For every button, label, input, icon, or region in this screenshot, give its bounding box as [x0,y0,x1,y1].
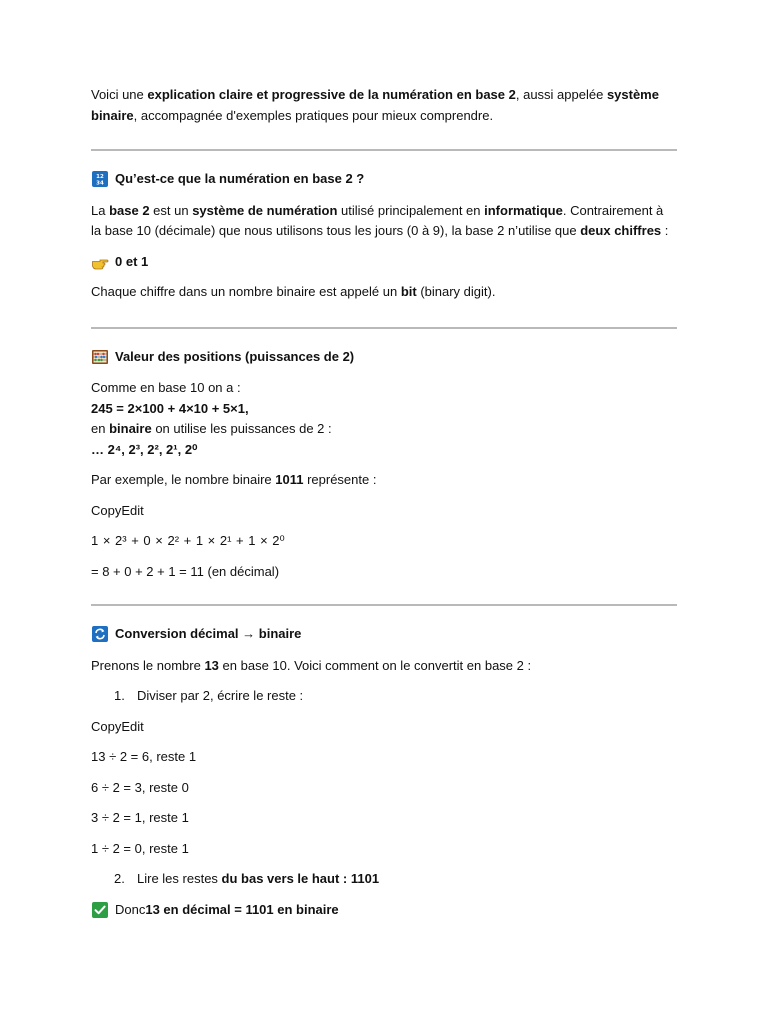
base10-example-text: 245 = 2×100 + 4×10 + 5×1, [91,400,249,416]
abacus-icon [91,348,109,366]
paragraph-bold-text: bit [400,284,417,299]
section-heading-text: Valeur des positions (puissances de 2) [115,348,355,364]
bit-paragraph [91,282,677,303]
conclusion-line [91,900,677,921]
document-content [91,85,677,920]
paragraph-text: utilisé principalement en [337,202,485,218]
decimal-result-formula: = 8 + 0 + 2 + 1 = 11 (en décimal) [91,563,280,579]
section-heading-base2 [91,169,677,190]
conclusion-text: Donc [115,901,146,917]
paragraph-bold-text: informatique [484,202,563,218]
section-heading-text: Conversion décimal → binaire [115,626,302,641]
pointing-hand-icon [91,253,109,271]
intro-text: , aussi appelée [515,87,607,102]
intro-text: , accompagnée d'exemples pratiques pour mieux comprendre. [133,107,494,123]
copy-edit-label: CopyEdit [91,718,144,734]
list-item-text: Lire les restes [137,871,222,886]
paragraph-text: Chaque chiffre dans un nombre binaire est appelé un [91,284,401,299]
paragraph-text: (binary digit). [416,284,496,299]
copy-edit-label: CopyEdit [91,502,144,518]
binary-digits-line [91,252,677,273]
arrows-cycle-icon [91,625,109,643]
powers-text: … 2⁴, 2³, 2², 2¹, 2⁰ [91,441,198,457]
paragraph-bold-text: binaire [109,421,152,436]
section-divider [91,604,677,606]
paragraph-text: représente : [303,472,377,487]
conversion-intro [91,656,677,677]
paragraph-bold-text: base 2 [109,202,150,218]
definition-paragraph [91,201,677,242]
division-line: 13 ÷ 2 = 6, reste 1 [91,749,197,764]
paragraph-text: on utilise les puissances de 2 : [151,421,332,436]
intro-bold-text: explication claire et progressive de la numération en base 2 [147,87,516,102]
section-divider [91,149,677,151]
conclusion-bold-text: 13 en décimal = 1101 en binaire [145,901,339,917]
list-number: 1. [114,688,125,703]
paragraph-text: Prenons le nombre [91,657,205,673]
paragraph-bold-text: 13 [204,657,219,673]
list-item-step-2 [91,869,677,890]
check-mark-icon [91,901,109,919]
paragraph-text: est un [149,202,193,218]
intro-text: Voici une [91,87,148,102]
section-heading-text: Qu’est-ce que la numération en base 2 ? [115,171,365,186]
numbers-1234-icon [91,170,109,188]
paragraph-bold-text: 1011 [275,472,304,487]
division-line: 3 ÷ 2 = 1, reste 1 [91,810,189,825]
list-number: 2. [114,871,125,886]
explanation-line [91,419,677,440]
list-item-bold-text: du bas vers le haut : 1101 [221,871,380,886]
svg-text:12: 12 [96,174,104,181]
section-heading-positions [91,347,677,368]
binary-expansion-formula: 1 × 2³ + 0 × 2² + 1 × 2¹ + 1 × 2⁰ [91,533,285,548]
explanation-line: Comme en base 10 on a : [91,380,241,395]
list-item-text: Diviser par 2, écrire le reste : [137,688,304,703]
section-heading-conversion [91,624,677,645]
intro-bold-text: système binaire [91,87,659,123]
paragraph-bold-text: système de numération [192,202,338,218]
paragraph-text: en [91,421,110,436]
paragraph-bold-text: deux chiffres [580,223,662,238]
paragraph-text: Par exemple, le nombre binaire [91,472,276,487]
intro-paragraph [91,85,677,126]
paragraph-text: en base 10. Voici comment on le convertit en base 2 : [218,657,532,673]
list-item-step-1 [91,686,677,707]
powers-line [91,440,677,461]
example-paragraph [91,470,677,491]
base10-example-line [91,399,677,420]
svg-text:34: 34 [96,180,104,187]
paragraph-text: La [91,202,110,218]
paragraph-text: : [661,223,669,238]
division-line: 6 ÷ 2 = 3, reste 0 [91,779,189,795]
division-line: 1 ÷ 2 = 0, reste 1 [91,840,189,856]
paragraph-text: . Contrairement à la base 10 (décimale) que nous utilisons tous les jours (0 à 9), la base 2 n’utilise que [91,202,664,238]
section-divider [91,327,677,329]
binary-digits-text: 0 et 1 [115,253,149,269]
powers-explanation [91,378,677,460]
